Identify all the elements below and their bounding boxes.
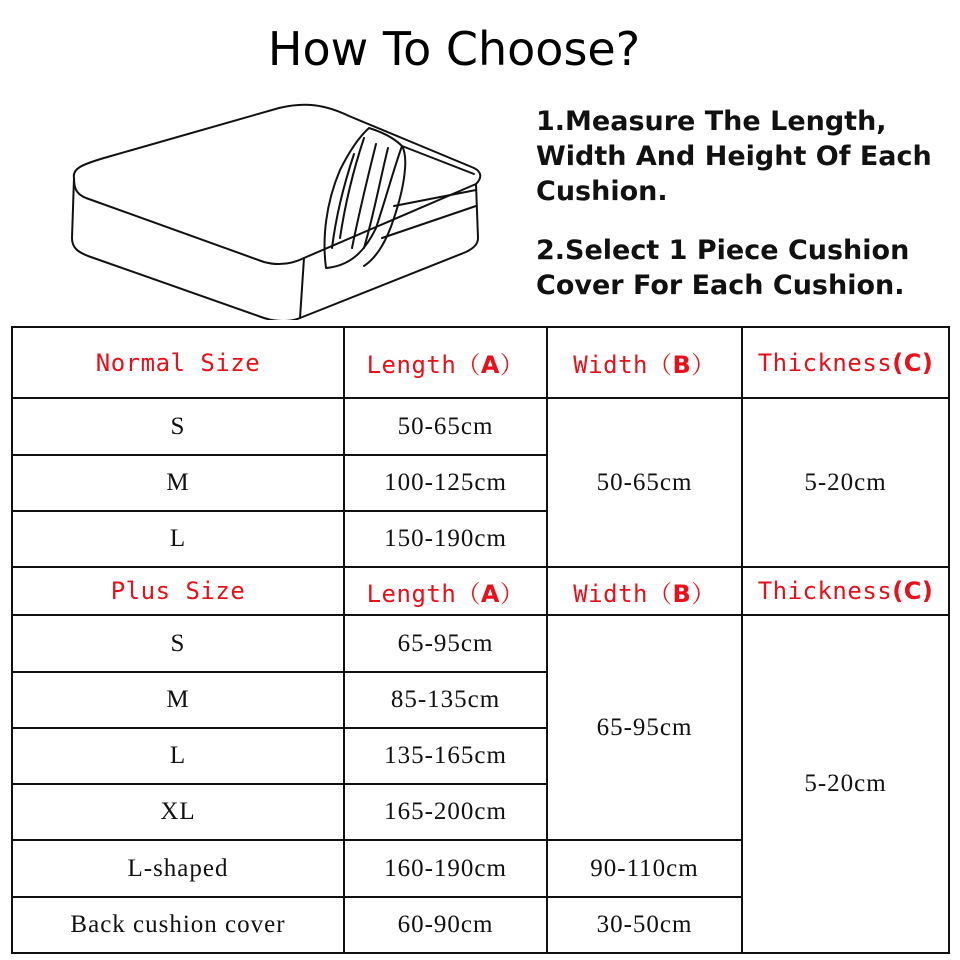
width-cell: 90-110cm xyxy=(547,840,742,897)
width-label: Width xyxy=(573,351,648,379)
size-cell: S xyxy=(12,398,344,455)
size-cell: S xyxy=(12,615,344,672)
size-cell: M xyxy=(12,455,344,511)
length-cell: 65-95cm xyxy=(344,615,547,672)
width-cell: 30-50cm xyxy=(547,897,742,953)
length-cell: 160-190cm xyxy=(344,840,547,897)
length-cell: 135-165cm xyxy=(344,728,547,784)
length-cell: 50-65cm xyxy=(344,398,547,455)
table-row xyxy=(12,398,949,455)
size-chart-table xyxy=(11,326,950,954)
size-cell: Back cushion cover xyxy=(12,897,344,953)
length-letter: A xyxy=(480,579,500,608)
normal-size-header: Normal Size xyxy=(12,327,344,398)
length-cell: 100-125cm xyxy=(344,455,547,511)
size-cell: L-shaped xyxy=(12,840,344,897)
plus-width-cell: 65-95cm xyxy=(547,615,742,840)
cushion-with-elastic-cover-icon xyxy=(64,98,496,320)
page-title: How To Choose? xyxy=(267,22,641,76)
normal-thickness-header: Thickness(C) xyxy=(742,327,949,398)
normal-length-header: Length（A） xyxy=(344,327,547,398)
length-cell: 85-135cm xyxy=(344,672,547,728)
width-label: Width xyxy=(573,579,648,608)
length-letter: A xyxy=(480,351,500,379)
plus-size-header: Plus Size xyxy=(12,567,344,615)
thickness-label: Thickness xyxy=(757,577,893,605)
length-label: Length xyxy=(366,351,457,379)
normal-width-header: Width（B） xyxy=(547,327,742,398)
table-row xyxy=(12,615,949,672)
length-cell: 60-90cm xyxy=(344,897,547,953)
thickness-letter: C xyxy=(903,348,922,377)
plus-thickness-header: Thickness(C) xyxy=(742,567,949,615)
size-cell: XL xyxy=(12,784,344,840)
width-letter: B xyxy=(672,351,692,379)
plus-size-header-row xyxy=(12,567,949,615)
size-cell: L xyxy=(12,511,344,567)
length-label: Length xyxy=(366,579,457,608)
normal-width-cell: 50-65cm xyxy=(547,398,742,567)
thickness-label: Thickness xyxy=(757,348,893,377)
plus-length-header: Length（A） xyxy=(344,567,547,615)
plus-thickness-cell: 5-20cm xyxy=(742,615,949,953)
plus-width-header: Width（B） xyxy=(547,567,742,615)
normal-thickness-cell: 5-20cm xyxy=(742,398,949,567)
step-select-text: 2.Select 1 Piece Cushion Cover For Each Cushion. xyxy=(536,235,910,301)
size-cell: L xyxy=(12,728,344,784)
width-letter: B xyxy=(672,579,692,608)
length-cell: 150-190cm xyxy=(344,511,547,567)
step-measure-text: 1.Measure The Length, Width And Height Of Each Cushion. xyxy=(536,106,932,207)
thickness-letter: C xyxy=(903,577,922,605)
normal-size-header-row xyxy=(12,327,949,398)
length-cell: 165-200cm xyxy=(344,784,547,840)
size-cell: M xyxy=(12,672,344,728)
